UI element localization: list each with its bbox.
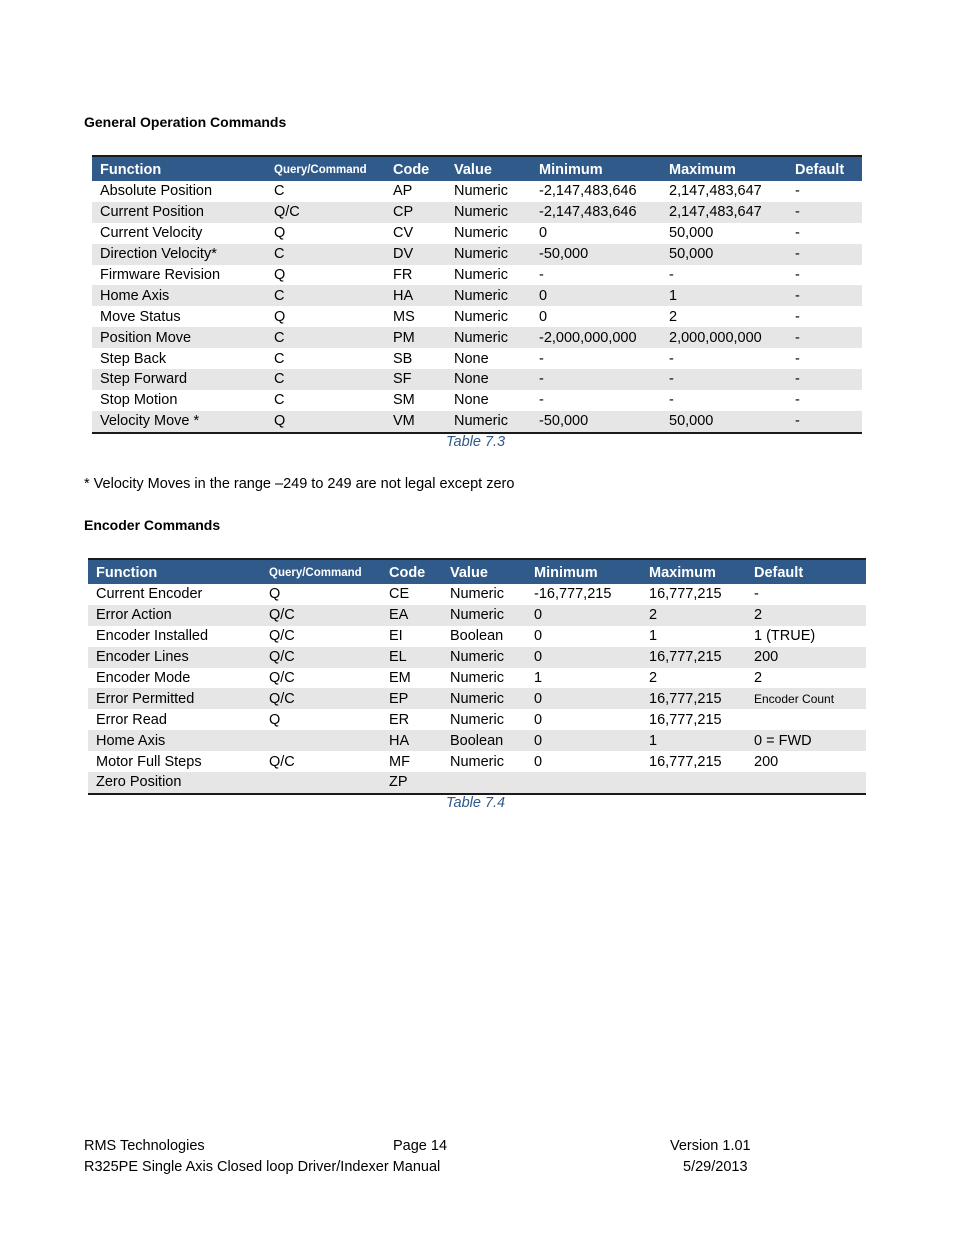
table-row bbox=[92, 306, 862, 327]
table-row bbox=[88, 584, 866, 605]
column-header: Value bbox=[442, 559, 526, 584]
table-cell: Numeric bbox=[446, 244, 531, 265]
column-header: Function bbox=[88, 559, 261, 584]
table-cell: Absolute Position bbox=[100, 183, 213, 200]
table-cell: C bbox=[274, 350, 285, 367]
table-row bbox=[92, 181, 862, 202]
table-cell: 0 bbox=[539, 225, 548, 242]
table-cell: 2 bbox=[754, 670, 763, 686]
table-cell: 0 bbox=[539, 308, 548, 325]
table-cell: C bbox=[274, 392, 285, 409]
table-cell bbox=[746, 709, 866, 730]
table-cell: Q/C bbox=[261, 605, 381, 626]
table-cell: 1 (TRUE) bbox=[754, 628, 816, 645]
table-row bbox=[92, 223, 862, 244]
table-cell: SF bbox=[385, 369, 446, 390]
table-cell: Numeric bbox=[446, 411, 531, 433]
table-cell: Q bbox=[274, 308, 286, 325]
table-cell: Current Position bbox=[92, 202, 266, 223]
table-cell: Q/C bbox=[269, 753, 295, 770]
table-row bbox=[88, 772, 866, 794]
table-cell: - bbox=[795, 392, 800, 409]
table-cell: HA bbox=[381, 730, 442, 751]
table-cell: Q bbox=[274, 267, 286, 283]
table-cell: 50,000 bbox=[661, 244, 787, 265]
table-cell: 16,777,215 bbox=[641, 688, 746, 709]
table-cell: Velocity Move * bbox=[92, 411, 266, 433]
table-cell: CV bbox=[393, 225, 414, 242]
table-cell: SM bbox=[393, 392, 415, 409]
table-row bbox=[88, 688, 866, 709]
table-cell: Q bbox=[274, 225, 286, 242]
table-cell: VM bbox=[385, 411, 446, 433]
table-cell: Position Move bbox=[92, 327, 266, 348]
table-cell: 16,777,215 bbox=[649, 753, 722, 770]
table-cell: - bbox=[669, 392, 674, 409]
table-cell: None bbox=[446, 369, 531, 390]
table-cell: - bbox=[795, 308, 800, 325]
table-cell: C bbox=[266, 369, 385, 390]
column-header: Code bbox=[381, 559, 442, 584]
table-cell: Direction Velocity* bbox=[92, 244, 266, 265]
table-cell: EM bbox=[389, 670, 411, 686]
table-cell: C bbox=[266, 285, 385, 306]
table-cell: - bbox=[531, 369, 661, 390]
table-row bbox=[88, 751, 866, 772]
table-cell: Step Forward bbox=[92, 369, 266, 390]
table-cell: Numeric bbox=[450, 586, 504, 603]
table-cell: 2,000,000,000 bbox=[661, 327, 787, 348]
table-cell: Numeric bbox=[442, 688, 526, 709]
table-cell: 0 bbox=[534, 711, 543, 728]
table-cell: Numeric bbox=[446, 285, 531, 306]
table-cell: - bbox=[795, 350, 800, 367]
table-cell: C bbox=[274, 183, 285, 200]
table-cell: Numeric bbox=[446, 327, 531, 348]
table-cell: 0 bbox=[526, 688, 641, 709]
table-cell: None bbox=[454, 392, 489, 409]
column-header: Maximum bbox=[641, 559, 746, 584]
encoder-commands-table bbox=[88, 558, 866, 795]
table-cell: MF bbox=[389, 753, 410, 770]
table-row bbox=[88, 626, 866, 647]
table-row bbox=[88, 647, 866, 668]
table-cell: -50,000 bbox=[531, 411, 661, 433]
table-cell: -2,000,000,000 bbox=[531, 327, 661, 348]
table-cell: Numeric bbox=[454, 267, 508, 283]
table-cell: Numeric bbox=[454, 183, 508, 200]
table-cell: -2,147,483,646 bbox=[531, 202, 661, 223]
table-cell: Q bbox=[269, 586, 281, 603]
general-commands-table bbox=[92, 155, 862, 434]
table-caption: Table 7.3 bbox=[446, 434, 506, 450]
table-cell: - bbox=[787, 202, 862, 223]
table-cell: - bbox=[669, 350, 674, 367]
table-cell: - bbox=[787, 369, 862, 390]
table-cell: - bbox=[539, 267, 544, 283]
table-cell: EP bbox=[381, 688, 442, 709]
column-header: Query/Command bbox=[261, 559, 381, 584]
table-cell: Q/C bbox=[269, 670, 295, 686]
table-cell: CE bbox=[389, 586, 410, 603]
table-cell: 1 bbox=[534, 670, 543, 686]
table-cell: 0 = FWD bbox=[746, 730, 866, 751]
table-cell: Numeric bbox=[442, 647, 526, 668]
table-cell: Stop Motion bbox=[100, 392, 178, 409]
column-header: Default bbox=[746, 559, 866, 584]
footer-manual: R325PE Single Axis Closed loop Driver/Indexer Manual bbox=[84, 1159, 441, 1175]
table-cell: 0 bbox=[526, 605, 641, 626]
table-cell: PM bbox=[385, 327, 446, 348]
column-header: Minimum bbox=[526, 559, 641, 584]
table-cell: Step Back bbox=[100, 350, 167, 367]
table-cell: Boolean bbox=[442, 730, 526, 751]
table-cell: Home Axis bbox=[92, 285, 266, 306]
table-cell: 1 bbox=[661, 285, 787, 306]
table-cell: SB bbox=[393, 350, 413, 367]
footer-version: Version 1.01 bbox=[670, 1138, 751, 1154]
table-row bbox=[92, 327, 862, 348]
table-cell: Encoder Installed bbox=[96, 628, 209, 645]
table-cell: Q bbox=[269, 711, 281, 728]
table-row bbox=[92, 411, 862, 433]
table-cell: 0 bbox=[534, 753, 543, 770]
table-cell: AP bbox=[393, 183, 413, 200]
footer-date: 5/29/2013 bbox=[683, 1159, 748, 1175]
table-cell: 200 bbox=[746, 647, 866, 668]
table-cell: - bbox=[787, 327, 862, 348]
table-cell: Q/C bbox=[261, 688, 381, 709]
table-cell: Encoder Lines bbox=[88, 647, 261, 668]
table-cell: Numeric bbox=[450, 711, 504, 728]
column-header: Maximum bbox=[661, 156, 787, 181]
table-cell: C bbox=[266, 327, 385, 348]
encoder-commands-heading: Encoder Commands bbox=[84, 517, 221, 533]
column-header: Default bbox=[787, 156, 862, 181]
table-cell: - bbox=[669, 267, 674, 283]
table-cell: Numeric bbox=[442, 605, 526, 626]
table-cell: 2 bbox=[669, 308, 678, 325]
table-cell: Firmware Revision bbox=[100, 267, 221, 283]
table-cell: Boolean bbox=[450, 628, 504, 645]
table-cell: EA bbox=[381, 605, 442, 626]
table-cell: MS bbox=[393, 308, 415, 325]
column-header: Query/Command bbox=[266, 156, 385, 181]
table-header-row bbox=[88, 559, 866, 584]
table-cell bbox=[442, 772, 526, 794]
table-caption: Table 7.4 bbox=[446, 795, 506, 811]
column-header: Value bbox=[446, 156, 531, 181]
table-cell: Q bbox=[266, 411, 385, 433]
table-cell: 16,777,215 bbox=[641, 647, 746, 668]
footer-page: Page 14 bbox=[393, 1138, 448, 1154]
table-cell: 0 bbox=[534, 628, 543, 645]
table-cell: EL bbox=[381, 647, 442, 668]
table-cell: C bbox=[266, 244, 385, 265]
table-cell: Encoder Mode bbox=[96, 670, 191, 686]
table-cell: 50,000 bbox=[669, 225, 714, 242]
table-cell: ZP bbox=[381, 772, 442, 794]
table-cell: -16,777,215 bbox=[534, 586, 612, 603]
table-cell: Q/C bbox=[266, 202, 385, 223]
table-cell: 200 bbox=[754, 753, 779, 770]
table-cell: Numeric bbox=[446, 202, 531, 223]
table-cell: 2 bbox=[649, 670, 658, 686]
table-row bbox=[92, 244, 862, 265]
table-cell: 50,000 bbox=[661, 411, 787, 433]
column-header: Code bbox=[385, 156, 446, 181]
table-row bbox=[88, 668, 866, 689]
table-cell: Numeric bbox=[454, 308, 508, 325]
table-cell: - bbox=[661, 369, 787, 390]
table-cell: 1 bbox=[649, 628, 658, 645]
table-cell: Encoder Count bbox=[746, 688, 866, 709]
table-cell: Home Axis bbox=[88, 730, 261, 751]
table-row bbox=[92, 202, 862, 223]
table-cell: Q/C bbox=[261, 647, 381, 668]
table-cell: -50,000 bbox=[531, 244, 661, 265]
table-row bbox=[92, 390, 862, 411]
table-cell: 16,777,215 bbox=[649, 711, 722, 728]
table-cell: Error Read bbox=[96, 711, 167, 728]
table-cell bbox=[261, 730, 381, 751]
table-cell: 2,147,483,647 bbox=[661, 202, 787, 223]
table-cell bbox=[746, 772, 866, 794]
table-cell: - bbox=[787, 411, 862, 433]
table-cell: 0 bbox=[526, 730, 641, 751]
table-row bbox=[92, 369, 862, 390]
table-cell: ER bbox=[389, 711, 410, 728]
table-row bbox=[92, 265, 862, 286]
table-cell: Current Velocity bbox=[100, 225, 203, 242]
table-cell: Numeric bbox=[450, 670, 504, 686]
table-cell: - bbox=[787, 285, 862, 306]
table-cell: Motor Full Steps bbox=[96, 753, 202, 770]
table-cell: Numeric bbox=[454, 225, 508, 242]
column-header: Function bbox=[92, 156, 266, 181]
table-cell: 0 bbox=[526, 647, 641, 668]
table-cell: Error Permitted bbox=[88, 688, 261, 709]
table-cell: - bbox=[795, 183, 800, 200]
table-cell: HA bbox=[385, 285, 446, 306]
table-cell: 16,777,215 bbox=[649, 586, 722, 603]
table-cell: Error Action bbox=[88, 605, 261, 626]
table-cell bbox=[641, 772, 746, 794]
footer-company: RMS Technologies bbox=[84, 1138, 205, 1154]
table-cell: FR bbox=[393, 267, 413, 283]
table-cell bbox=[261, 772, 381, 794]
table-cell: EI bbox=[389, 628, 403, 645]
table-cell: 0 bbox=[531, 285, 661, 306]
table-row bbox=[88, 730, 866, 751]
table-row bbox=[92, 348, 862, 369]
table-cell: Current Encoder bbox=[96, 586, 203, 603]
table-cell: - bbox=[787, 244, 862, 265]
footnote: * Velocity Moves in the range –249 to 249 are not legal except zero bbox=[84, 476, 515, 492]
table-cell: Move Status bbox=[100, 308, 181, 325]
table-cell: Q/C bbox=[269, 628, 295, 645]
table-cell: CP bbox=[385, 202, 446, 223]
table-cell: 1 bbox=[641, 730, 746, 751]
table-cell: DV bbox=[385, 244, 446, 265]
table-cell: -2,147,483,646 bbox=[539, 183, 637, 200]
table-cell: - bbox=[795, 225, 800, 242]
table-cell bbox=[526, 772, 641, 794]
table-row bbox=[88, 605, 866, 626]
table-cell: 2 bbox=[641, 605, 746, 626]
table-cell: - bbox=[754, 586, 759, 603]
column-header: Minimum bbox=[531, 156, 661, 181]
table-cell: - bbox=[539, 350, 544, 367]
table-cell: - bbox=[795, 267, 800, 283]
table-cell: 2,147,483,647 bbox=[669, 183, 762, 200]
table-header-row bbox=[92, 156, 862, 181]
general-commands-heading: General Operation Commands bbox=[84, 114, 287, 130]
table-row bbox=[88, 709, 866, 730]
table-cell: Numeric bbox=[450, 753, 504, 770]
table-row bbox=[92, 285, 862, 306]
table-cell: None bbox=[454, 350, 489, 367]
table-cell: - bbox=[539, 392, 544, 409]
table-cell: Zero Position bbox=[88, 772, 261, 794]
table-cell: 2 bbox=[746, 605, 866, 626]
